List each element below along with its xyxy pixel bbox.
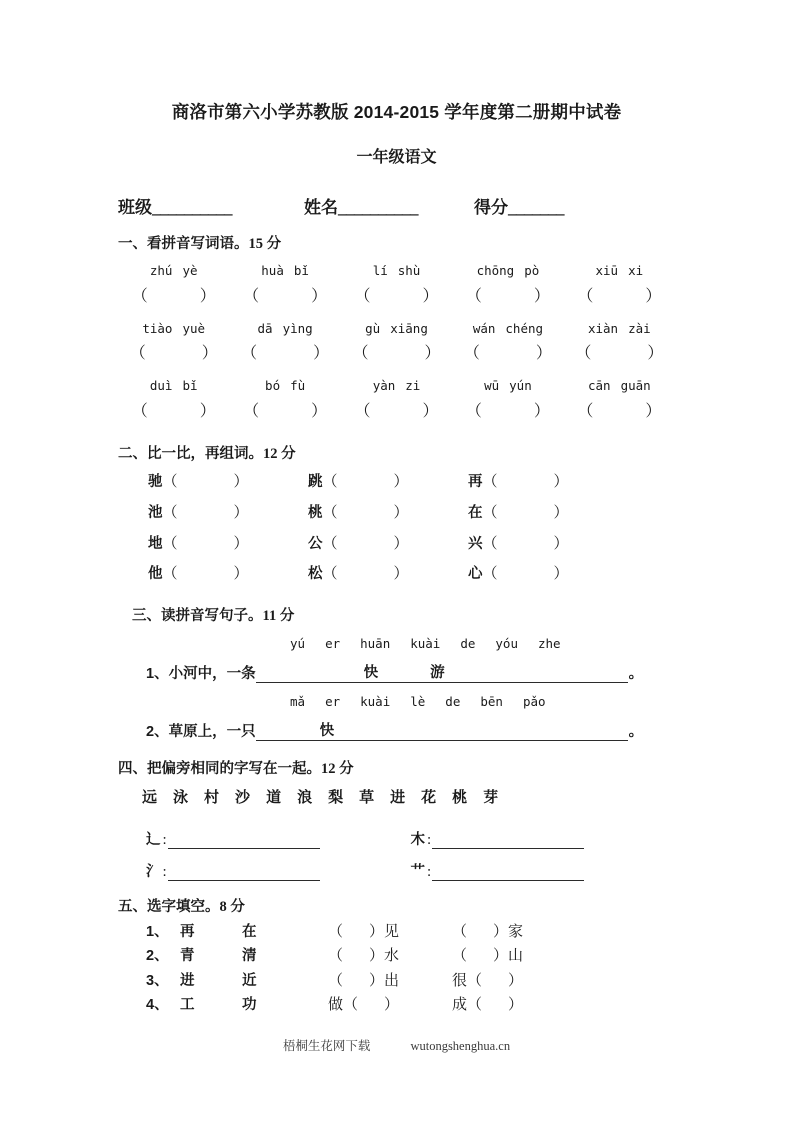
question-1[interactable] <box>328 993 452 1017</box>
sentence-1-period: 。 <box>628 665 644 682</box>
paren-open: （ <box>241 345 258 363</box>
question-1[interactable] <box>328 969 452 993</box>
pinyin-row <box>118 259 675 283</box>
character: 心 <box>468 566 483 583</box>
pinyin-syllable: guān <box>620 378 651 394</box>
pinyin-syllable: pò <box>524 262 540 278</box>
word-and-paren-open: 做（ <box>328 997 359 1014</box>
page-subtitle: 一年级语文 <box>356 148 437 166</box>
sentence-2-row <box>118 712 675 741</box>
sentence-2-blank[interactable] <box>256 721 628 741</box>
table-row <box>146 944 675 968</box>
pinyin-syllable: zhú <box>149 262 173 278</box>
radical-label: 艹 <box>410 863 425 880</box>
paren-open: （ <box>352 345 369 363</box>
answer-blank[interactable] <box>341 283 452 311</box>
pinyin-syllable: er <box>325 636 341 652</box>
answer-blank[interactable] <box>452 340 563 368</box>
section-3-heading <box>118 604 675 625</box>
pinyin-syllable: bēn <box>480 693 503 709</box>
paren-close: ） <box>384 997 400 1014</box>
colon: : <box>427 863 432 880</box>
pinyin-syllable: yún <box>509 378 532 394</box>
answer-paren-row <box>118 340 675 368</box>
paren-close: ） <box>199 287 216 305</box>
section-2-heading <box>118 442 675 463</box>
paren-open: （ <box>162 504 178 521</box>
pinyin-syllable: lè <box>410 693 426 709</box>
paren-close: ） <box>645 403 662 421</box>
student-info-line <box>118 169 675 218</box>
paren-close: ） <box>233 566 249 583</box>
pinyin-cell <box>452 374 563 398</box>
pinyin-syllable: duì <box>149 378 173 394</box>
paren-close: ） <box>233 535 249 552</box>
character: 跳 <box>308 474 323 491</box>
pinyin-syllable: xiàn <box>587 320 619 336</box>
radical-answer-blank[interactable] <box>168 863 320 881</box>
paren-close: ） <box>393 474 409 491</box>
character: 村 <box>204 788 220 806</box>
paren-close: ） <box>313 345 330 363</box>
paren-close: ） <box>422 287 439 305</box>
name-blank: __________ <box>338 197 418 217</box>
pinyin-syllable: chéng <box>505 320 544 336</box>
choice-a[interactable]: 青 <box>180 948 195 965</box>
pinyin-syllable: yuè <box>182 320 206 336</box>
section-1-heading <box>118 232 675 253</box>
section-4-title: 四、把偏旁相同的字写在一起。 <box>118 760 321 777</box>
radical-entry[interactable] <box>146 828 411 849</box>
pinyin-syllable: zi <box>405 378 421 394</box>
paren-close-and-word: ）见 <box>369 923 400 940</box>
pinyin-syllable: huà <box>261 262 284 278</box>
character: 兴 <box>468 535 483 552</box>
given-word: 快 <box>363 664 379 681</box>
paren-open: （ <box>452 948 468 965</box>
character: 地 <box>148 535 163 552</box>
choice-b[interactable]: 清 <box>242 948 257 965</box>
character: 泳 <box>173 788 189 806</box>
paren-close-and-word: ）山 <box>493 948 524 965</box>
paren-close: ） <box>311 287 328 305</box>
pinyin-syllable: yú <box>290 636 306 652</box>
paren-open: （ <box>452 923 468 940</box>
sentence-2-lead: 草原上，一只 <box>168 723 256 740</box>
answer-blank[interactable] <box>118 398 229 426</box>
section-3-title: 三、读拼音写句子。 <box>132 608 263 625</box>
compose-cell[interactable] <box>468 559 628 590</box>
sentence-1-blank[interactable] <box>256 663 628 683</box>
character: 进 <box>390 788 406 806</box>
pinyin-row <box>118 374 675 398</box>
score-label: 得分 <box>474 197 508 217</box>
answer-blank[interactable] <box>229 283 340 311</box>
section-5-title: 五、选字填空。 <box>118 898 220 915</box>
answer-paren-row <box>118 283 675 311</box>
radical-entry[interactable] <box>411 860 676 881</box>
section-4-group-by-radical <box>118 741 675 881</box>
footer-site: wutongshenghua.cn <box>410 1039 511 1053</box>
pinyin-cell <box>229 317 340 341</box>
paren-close: ） <box>553 504 569 521</box>
colon: : <box>427 831 432 848</box>
sentence-1-number: 1、 <box>146 665 169 682</box>
paren-close: ） <box>422 403 439 421</box>
section-4-character-bank <box>118 778 675 807</box>
character: 芽 <box>483 788 499 806</box>
section-5-heading <box>118 895 675 916</box>
radical-row <box>146 817 675 849</box>
pinyin-syllable: zhe <box>537 636 561 652</box>
name-label: 姓名 <box>304 197 338 217</box>
pinyin-cell <box>229 259 340 283</box>
paren-open: （ <box>465 403 482 421</box>
paren-close: ） <box>645 287 662 305</box>
paren-close: ） <box>553 535 569 552</box>
paren-open: （ <box>482 504 498 521</box>
section-1-pinyin-to-words <box>118 218 675 426</box>
section-3-points: 11 分 <box>262 608 295 625</box>
section-4-heading <box>118 757 675 778</box>
paren-open: （ <box>463 345 480 363</box>
table-row <box>146 993 675 1017</box>
paren-close: ） <box>533 403 550 421</box>
choice-b[interactable]: 在 <box>242 923 257 940</box>
paren-open: （ <box>131 287 148 305</box>
character: 沙 <box>235 788 251 806</box>
answer-blank[interactable] <box>229 398 340 426</box>
pinyin-syllable: pǎo <box>522 693 546 709</box>
paren-close: ） <box>508 997 524 1014</box>
class-field[interactable] <box>118 193 232 218</box>
choice-a[interactable]: 再 <box>180 923 195 940</box>
answer-blank[interactable] <box>341 398 452 426</box>
paren-open: （ <box>577 287 594 305</box>
footer-source: 梧桐生花网下载 <box>282 1039 371 1053</box>
paren-open: （ <box>322 474 338 491</box>
pinyin-cell <box>564 259 675 283</box>
table-row <box>148 498 675 529</box>
pinyin-syllable: xiū <box>595 262 619 278</box>
name-field[interactable] <box>304 193 418 218</box>
paren-open: （ <box>243 403 260 421</box>
paren-close: ） <box>311 403 328 421</box>
pinyin-cell <box>118 317 229 341</box>
section-1-row-group-2 <box>118 311 675 369</box>
answer-blank[interactable] <box>452 283 563 311</box>
section-1-points: 15 分 <box>248 235 282 252</box>
character: 池 <box>148 504 163 521</box>
radical-label: 木 <box>410 831 425 848</box>
pinyin-syllable: kuài <box>410 636 441 652</box>
row-number: 3、 <box>146 972 169 989</box>
character: 公 <box>308 535 323 552</box>
table-row <box>148 529 675 560</box>
radical-answer-blank[interactable] <box>168 831 320 849</box>
compose-cell[interactable] <box>468 529 628 560</box>
paren-close: ） <box>393 566 409 583</box>
question-1[interactable] <box>328 920 452 944</box>
pinyin-syllable: bó <box>265 378 281 394</box>
row-number: 4、 <box>146 997 169 1014</box>
pinyin-syllable: gù <box>365 320 381 336</box>
compose-cell[interactable] <box>308 559 468 590</box>
compose-cell[interactable] <box>148 529 308 560</box>
given-word: 快 <box>319 722 335 739</box>
compose-cell[interactable] <box>148 498 308 529</box>
paren-close: ） <box>533 287 550 305</box>
paren-close: ） <box>535 345 552 363</box>
section-2-points: 12 分 <box>263 446 296 463</box>
class-blank: __________ <box>152 197 232 217</box>
word-and-paren-open: 很（ <box>452 972 483 989</box>
choice-b[interactable]: 功 <box>242 997 257 1014</box>
character: 再 <box>468 474 483 491</box>
sentence-1-row <box>118 654 675 683</box>
radical-answer-blank[interactable] <box>432 831 584 849</box>
pinyin-cell <box>229 374 340 398</box>
character: 在 <box>468 504 483 521</box>
question-2[interactable] <box>452 993 572 1017</box>
paren-close: ） <box>647 345 664 363</box>
pinyin-cell <box>118 259 229 283</box>
character: 驰 <box>148 474 163 491</box>
question-2[interactable] <box>452 944 572 968</box>
section-4-points: 12 分 <box>321 760 354 777</box>
sentence-2-period: 。 <box>628 723 644 740</box>
radical-row <box>146 849 675 881</box>
compose-cell[interactable] <box>308 529 468 560</box>
pinyin-syllable: lí <box>372 262 388 278</box>
paren-open: （ <box>131 403 148 421</box>
pinyin-cell <box>341 317 452 341</box>
table-row <box>148 559 675 590</box>
paren-close: ） <box>233 474 249 491</box>
pinyin-syllable: bǐ <box>293 262 309 278</box>
radical-entry[interactable] <box>411 828 676 849</box>
paren-open: （ <box>575 345 592 363</box>
choice-b[interactable]: 近 <box>242 972 257 989</box>
pinyin-syllable: fù <box>290 378 306 394</box>
pinyin-syllable: cān <box>587 378 611 394</box>
section-5-rows <box>118 916 675 1018</box>
pinyin-cell <box>118 374 229 398</box>
choice-a[interactable]: 工 <box>180 997 195 1014</box>
pinyin-syllable: xiāng <box>390 320 428 336</box>
character: 桃 <box>452 788 468 806</box>
answer-blank[interactable] <box>341 340 452 368</box>
paren-open: （ <box>162 474 178 491</box>
paren-close-and-word: ）出 <box>369 972 400 989</box>
character: 草 <box>359 788 375 806</box>
compose-cell[interactable] <box>148 559 308 590</box>
pinyin-syllable: zài <box>628 320 651 336</box>
radical-label: 氵 <box>146 863 161 880</box>
pinyin-syllable: bǐ <box>182 378 198 394</box>
row-number: 2、 <box>146 948 169 965</box>
answer-blank[interactable] <box>118 340 229 368</box>
answer-blank[interactable] <box>118 283 229 311</box>
paren-open: （ <box>328 948 344 965</box>
paren-close: ） <box>201 345 218 363</box>
section-4-answer-lines <box>118 807 675 881</box>
answer-blank[interactable] <box>452 398 563 426</box>
character: 远 <box>142 788 158 806</box>
paren-open: （ <box>354 403 371 421</box>
given-word: 游 <box>430 664 445 681</box>
paren-open: （ <box>322 535 338 552</box>
score-blank: _______ <box>508 197 564 217</box>
paren-open: （ <box>328 923 344 940</box>
pinyin-syllable: yóu <box>495 636 518 652</box>
section-3-write-sentences <box>118 590 675 741</box>
section-5-choose-character <box>118 881 675 1018</box>
character: 他 <box>148 566 163 583</box>
character: 浪 <box>297 788 313 806</box>
character: 花 <box>421 788 437 806</box>
pinyin-syllable: er <box>325 693 341 709</box>
pinyin-syllable: chōng <box>476 262 515 278</box>
character: 松 <box>308 566 323 583</box>
row-number: 1、 <box>146 923 169 940</box>
paren-open: （ <box>322 504 338 521</box>
section-2-title: 二、比一比，再组词。 <box>118 446 263 463</box>
paren-open: （ <box>482 474 498 491</box>
paren-close: ） <box>393 535 409 552</box>
paren-open: （ <box>577 403 594 421</box>
character: 梨 <box>328 788 344 806</box>
table-row <box>146 920 675 944</box>
paren-open: （ <box>465 287 482 305</box>
paren-open: （ <box>322 566 338 583</box>
question-2[interactable] <box>452 920 572 944</box>
section-1-row-group-3 <box>118 368 675 426</box>
pinyin-syllable: dā <box>257 320 273 336</box>
sentence-2-number: 2、 <box>146 723 169 740</box>
pinyin-row <box>118 317 675 341</box>
compose-cell[interactable] <box>468 467 628 498</box>
compose-cell[interactable] <box>308 498 468 529</box>
pinyin-syllable: kuài <box>360 693 391 709</box>
sentence-1-pinyin <box>118 625 675 654</box>
pinyin-syllable: yè <box>182 262 198 278</box>
paren-open: （ <box>162 566 178 583</box>
paren-close: ） <box>553 566 569 583</box>
radical-entry[interactable] <box>146 860 411 881</box>
answer-blank[interactable] <box>229 340 340 368</box>
paren-open: （ <box>328 972 344 989</box>
sentence-1-lead: 小河中，一条 <box>168 665 256 682</box>
pinyin-syllable: de <box>445 693 461 709</box>
pinyin-syllable: xi <box>628 262 644 278</box>
answer-blank[interactable] <box>564 340 675 368</box>
question-1[interactable] <box>328 944 452 968</box>
paren-close: ） <box>424 345 441 363</box>
word-and-paren-open: 成（ <box>452 997 483 1014</box>
compose-cell[interactable] <box>148 467 308 498</box>
paren-close: ） <box>199 403 216 421</box>
section-2-grid <box>118 463 675 590</box>
pinyin-syllable: shù <box>397 262 421 278</box>
pinyin-cell <box>452 259 563 283</box>
pinyin-cell <box>341 259 452 283</box>
paren-close: ） <box>553 474 569 491</box>
paren-close: ） <box>508 972 524 989</box>
character: 桃 <box>308 504 323 521</box>
paren-close: ） <box>393 504 409 521</box>
character: 道 <box>266 788 282 806</box>
paren-close-and-word: ）家 <box>493 923 524 940</box>
paren-open: （ <box>129 345 146 363</box>
pinyin-cell <box>564 317 675 341</box>
choice-a[interactable]: 进 <box>180 972 195 989</box>
pinyin-syllable: de <box>460 636 476 652</box>
pinyin-syllable: yàn <box>372 378 396 394</box>
section-2-compare-and-compose <box>118 426 675 590</box>
paren-close: ） <box>233 504 249 521</box>
answer-blank[interactable] <box>564 398 675 426</box>
sentence-2-pinyin <box>118 683 675 712</box>
pinyin-cell <box>564 374 675 398</box>
paren-open: （ <box>243 287 260 305</box>
paren-open: （ <box>482 566 498 583</box>
answer-blank[interactable] <box>564 283 675 311</box>
compose-cell[interactable] <box>308 467 468 498</box>
colon: : <box>162 863 167 880</box>
section-1-row-group-1 <box>118 253 675 311</box>
pinyin-syllable: mǎ <box>290 693 306 709</box>
radical-answer-blank[interactable] <box>432 863 584 881</box>
page-title: 商洛市第六小学苏教版 2014-2015 学年度第二册期中试卷 <box>171 102 622 122</box>
pinyin-cell <box>341 374 452 398</box>
pinyin-syllable: yìng <box>282 320 313 336</box>
score-field[interactable] <box>474 193 564 218</box>
table-row <box>148 467 675 498</box>
section-5-points: 8 分 <box>219 898 245 915</box>
paren-open: （ <box>162 535 178 552</box>
page-footer <box>0 1036 793 1054</box>
section-1-title: 一、看拼音写词语。 <box>118 235 249 252</box>
paren-close-and-word: ）水 <box>369 948 400 965</box>
paren-open: （ <box>482 535 498 552</box>
class-label: 班级 <box>118 197 152 217</box>
answer-paren-row <box>118 398 675 426</box>
table-row <box>146 969 675 993</box>
pinyin-syllable: tiào <box>142 320 173 336</box>
paren-open: （ <box>354 287 371 305</box>
pinyin-syllable: huān <box>360 636 391 652</box>
radical-label: 辶 <box>146 831 161 848</box>
colon: : <box>162 831 167 848</box>
compose-cell[interactable] <box>468 498 628 529</box>
pinyin-syllable: wán <box>472 320 496 336</box>
pinyin-syllable: wū <box>484 378 500 394</box>
pinyin-cell <box>452 317 563 341</box>
question-2[interactable] <box>452 969 572 993</box>
